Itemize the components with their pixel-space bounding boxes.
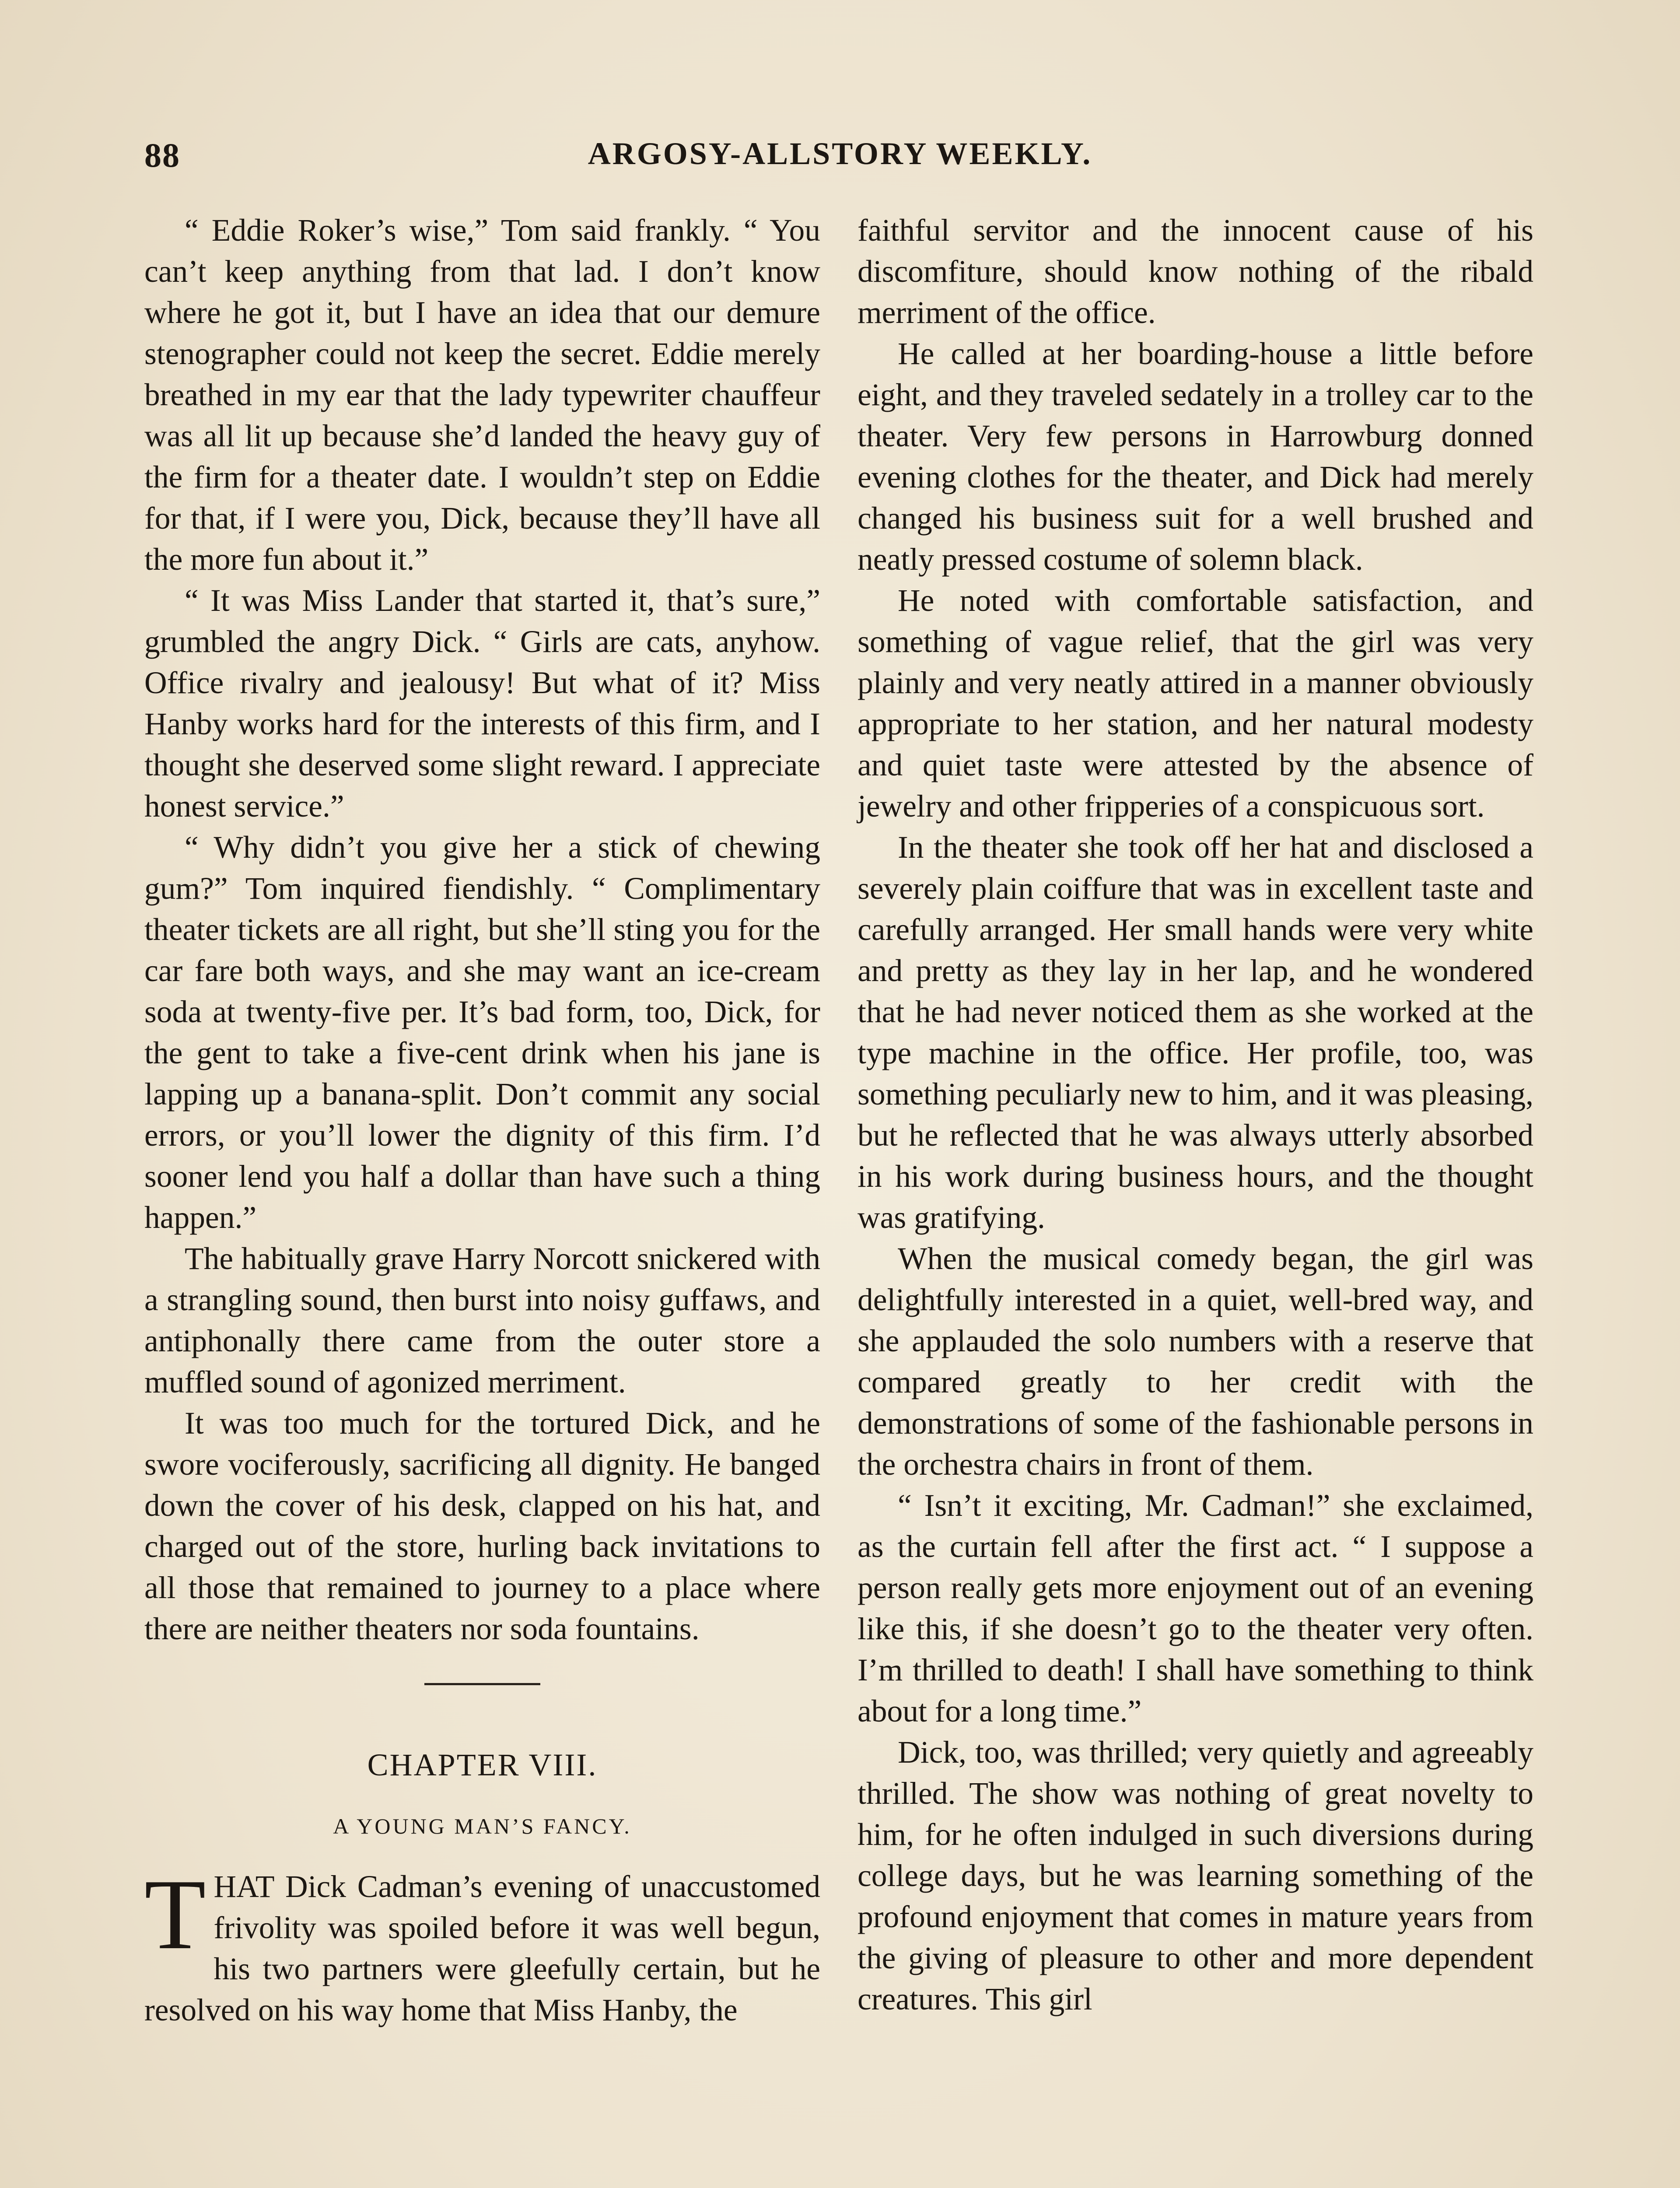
right-column: [858, 210, 1533, 2020]
paragraph: When the musical comedy began, the girl was delightfully interested in a quiet, well-bred way, and she applauded the solo numbers with a reserve that compared greatly to her credit with the demonstrations of some of the fashionable persons in the orchestra chairs in front of them.: [858, 1241, 1533, 1482]
paragraph: He called at her boarding-house a little before eight, and they traveled sedately in a trolley car to the theater. Very few persons in Harrowburg donned evening clothes for the theater, and Dick had merely changed his business suit for a well brushed and neatly pressed costume of solemn black.: [858, 337, 1533, 577]
chapter-subtitle: A YOUNG MAN’S FANCY.: [333, 1814, 632, 1838]
paragraph: Dick, too, was thrilled; very quietly and agreeably thrilled. The show was nothing of great novelty to him, for he often indulged in such diversions during college days, but he was learning something of the profound enjoyment that comes in mature years from the giving of pleasure to other and more dependent creatures. This girl: [858, 1735, 1533, 2016]
chapter-title: CHAPTER VIII.: [367, 1747, 598, 1782]
section-divider: [424, 1683, 540, 1685]
page-header: [144, 131, 1536, 188]
paragraph: “ It was Miss Lander that started it, that’s sure,” grumbled the angry Dick. “ Girls are cats, anyhow. Office rivalry and jealousy! But what of it? Miss Hanby works hard for the interests of this firm, and I thought she deserved some slight reward. I appreciate honest service.”: [144, 583, 820, 824]
opening-text: HAT Dick Cadman’s evening of unaccustomed frivolity was spoiled before it was well begun, his two partners were gleefully certain, but he resolved on his way home that Miss Hanby, the: [144, 1869, 820, 2027]
paragraph: He noted with comfortable satisfaction, and something of vague relief, that the girl was very plainly and very neatly attired in a manner obviously appropriate to her station, and her natural modesty and quiet taste were attested by the absence of jewelry and other fripperies of a conspicuous sort.: [858, 583, 1533, 824]
running-head: ARGOSY-ALLSTORY WEEKLY.: [588, 136, 1092, 171]
left-column: [144, 210, 820, 2031]
drop-cap: T: [144, 1858, 206, 1970]
paragraph: “ Isn’t it exciting, Mr. Cadman!” she exclaimed, as the curtain fell after the first act. “ I suppose a person really gets more enjoyment out of an evening like this, if she doesn’t go to the theater very often. I’m thrilled to death! I shall have something to think about for a long time.”: [858, 1488, 1533, 1729]
paragraph: “ Eddie Roker’s wise,” Tom said frankly. “ You can’t keep anything from that lad. I don’t know where he got it, but I have an idea that our demure stenographer could not keep the secret. Eddie merely breathed in my ear that the lady typewriter chauffeur was all lit up because she’d landed the heavy guy of the firm for a theater date. I wouldn’t step on Eddie for that, if I were you, Dick, because they’ll have all the more fun about it.”: [144, 213, 820, 577]
page-number: 88: [144, 136, 180, 174]
chapter-opening-paragraph: [144, 1858, 820, 2031]
paragraph: “ Why didn’t you give her a stick of chewing gum?” Tom inquired fiendishly. “ Complimentary theater tickets are all right, but she’ll sting you for the car fare both ways, and she may want an ice-cream soda at twenty-five per. It’s bad form, too, Dick, for the gent to take a five-cent drink when his jane is lapping up a banana-split. Don’t commit any social errors, or you’ll lower the dignity of this firm. I’d sooner lend you half a dollar than have such a thing happen.”: [144, 830, 820, 1235]
paragraph: The habitually grave Harry Norcott snickered with a strangling sound, then burst into noisy guffaws, and antiphonally there came from the outer store a muffled sound of agonized merriment.: [144, 1241, 820, 1399]
continued-paragraph: faithful servitor and the innocent cause of his discomfiture, should know nothing of the ribald merriment of the office.: [858, 213, 1533, 330]
paragraph: It was too much for the tortured Dick, and he swore vociferously, sacrificing all dignity. He banged down the cover of his desk, clapped on his hat, and charged out of the store, hurling back invitations to all those that remained to journey to a place where there are neither theaters nor soda fountains.: [144, 1406, 820, 1646]
paragraph: In the theater she took off her hat and disclosed a severely plain coiffure that was in excellent taste and carefully arranged. Her small hands were very white and pretty as they lay in her lap, and he wondered that he had never noticed them as she worked at the type machine in the office. Her profile, too, was something peculiarly new to him, and it was pleasing, but he reflected that he was always utterly absorbed in his work during business hours, and the thought was gratifying.: [858, 830, 1533, 1235]
